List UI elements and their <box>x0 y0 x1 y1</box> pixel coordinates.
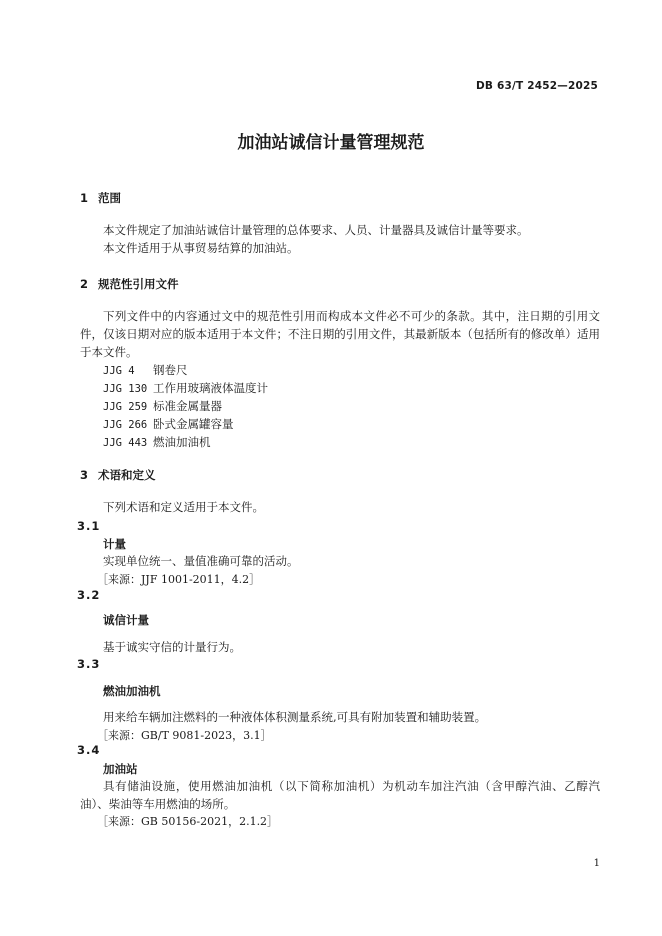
reference-name: 钢卷尺 <box>153 363 188 377</box>
term-source: ［来源：JJF 1001-2011，4.2］ <box>97 573 261 586</box>
reference-item <box>103 362 188 378</box>
section-3-heading <box>80 467 156 483</box>
term-definition: 用来给车辆加注燃料的一种液体体积测量系统,可具有附加装置和辅助装置。 <box>103 710 487 724</box>
reference-name: 卧式金属罐容量 <box>153 417 234 431</box>
term-number: 3.4 <box>77 743 101 757</box>
term-definition: 基于诚实守信的计量行为。 <box>103 640 241 654</box>
term-definition: 具有储油设施，使用燃油加油机（以下简称加油机）为机动车加注汽油（含甲醇汽油、乙醇汽油）、柴油等车用燃油的场所。 <box>80 779 600 811</box>
standard-number: DB 63/T 2452—2025 <box>476 80 598 92</box>
section-3-intro: 下列术语和定义适用于本文件。 <box>103 500 264 514</box>
section-1-title: 范围 <box>98 191 121 205</box>
section-1-heading <box>80 190 121 206</box>
section-1-number: 1 <box>80 191 89 205</box>
term-name: 加油站 <box>103 762 138 776</box>
reference-name: 工作用玻璃液体温度计 <box>153 381 268 395</box>
reference-code: JJG 266 <box>103 419 148 431</box>
section-2-number: 2 <box>80 277 89 291</box>
term-number: 3.2 <box>77 588 101 602</box>
section-3-number: 3 <box>80 468 89 482</box>
reference-code: JJG 259 <box>103 401 148 413</box>
section-1-para-1: 本文件规定了加油站诚信计量管理的总体要求、人员、计量器具及诚信计量等要求。 <box>103 223 529 237</box>
section-1-para-2: 本文件适用于从事贸易结算的加油站。 <box>103 241 299 255</box>
term-source: ［来源：GB 50156-2021，2.1.2］ <box>97 815 279 828</box>
reference-code: JJG 130 <box>103 383 148 395</box>
term-definition: 实现单位统一、量值准确可靠的活动。 <box>103 554 299 568</box>
term-number: 3.3 <box>77 657 101 671</box>
term-source: ［来源：GB/T 9081-2023，3.1］ <box>97 729 272 742</box>
term-name: 诚信计量 <box>103 613 149 627</box>
section-2-title: 规范性引用文件 <box>98 277 179 291</box>
reference-code: JJG 443 <box>103 437 148 449</box>
reference-code: JJG 4 <box>103 365 135 377</box>
term-name: 燃油加油机 <box>103 684 161 698</box>
term-name: 计量 <box>103 537 126 551</box>
section-2-intro: 下列文件中的内容通过文中的规范性引用而构成本文件必不可少的条款。其中，注日期的引用文件，仅该日期对应的版本适用于本文件；不注日期的引用文件，其最新版本（包括所有的修改单）适用于本文件。 <box>80 309 600 359</box>
reference-item <box>103 416 234 432</box>
term-number: 3.1 <box>77 519 101 533</box>
reference-item <box>103 434 211 450</box>
reference-item <box>103 398 222 414</box>
section-2-heading <box>80 276 179 292</box>
page-number: 1 <box>593 858 600 869</box>
reference-name: 标准金属量器 <box>153 399 222 413</box>
reference-item <box>103 380 268 396</box>
document-title: 加油站诚信计量管理规范 <box>237 133 425 153</box>
reference-name: 燃油加油机 <box>153 435 211 449</box>
section-3-title: 术语和定义 <box>98 468 156 482</box>
